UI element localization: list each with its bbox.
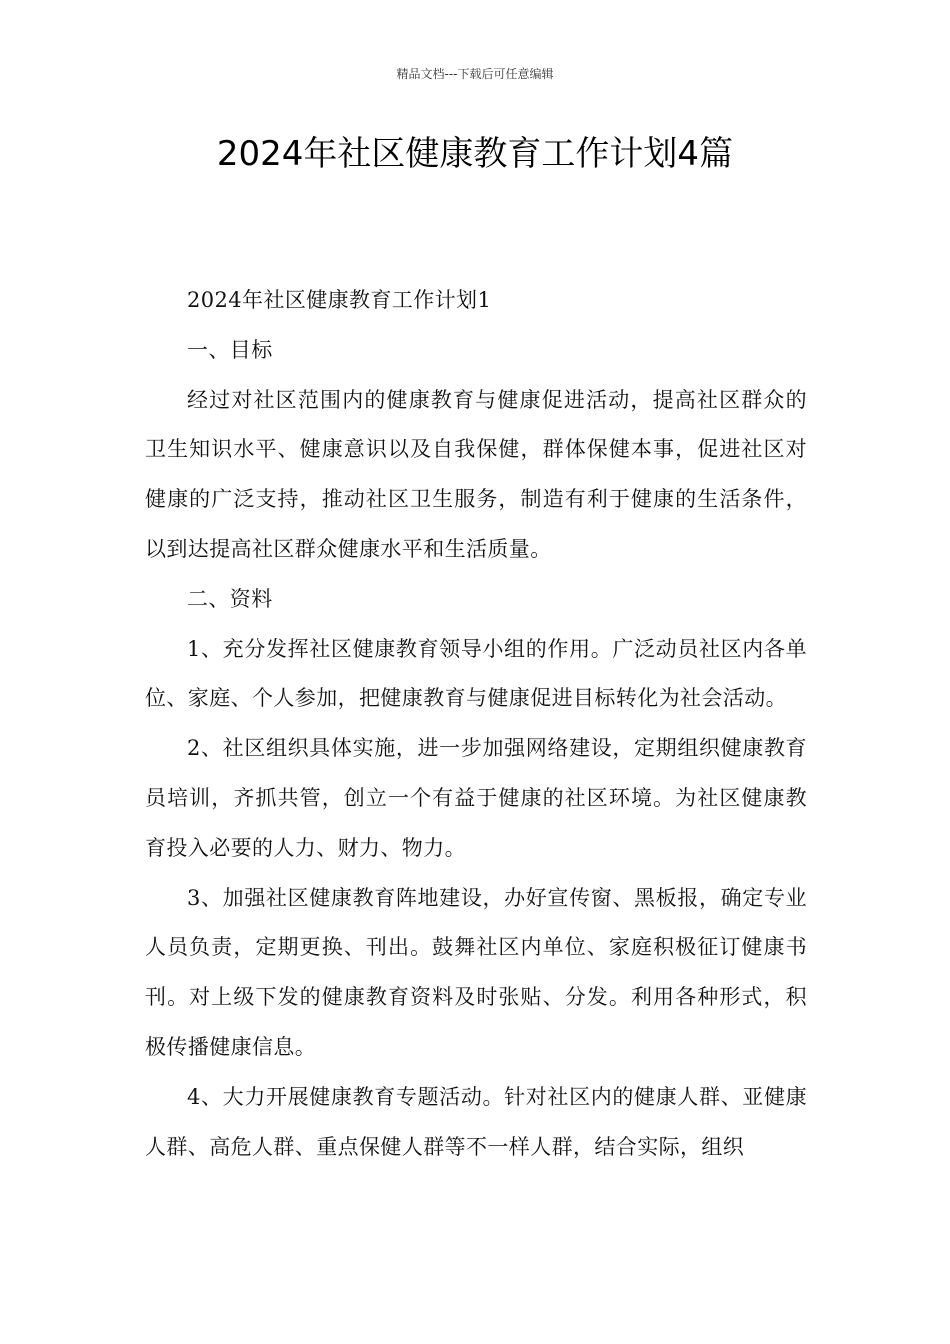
section-heading: 2024年社区健康教育工作计划1 [187, 288, 492, 312]
subheading-goal: 一、目标 [187, 337, 273, 362]
subheading-content: 二、资料 [187, 586, 273, 611]
paragraph: 经过对社区范围内的健康教育与健康促进活动，提高社区群众的卫生知识水平、健康意识以及自我保健，群体保健本事，促进社区对健康的广泛支持，推动社区卫生服务，制造有利于健康的生活条件，以到达提高社区群众健康水平和生活质量。 [145, 387, 807, 561]
header-note: 精品文档---下载后可任意编辑 [396, 67, 554, 81]
document-title: 2024年社区健康教育工作计划4篇 [216, 134, 734, 174]
paragraph: 4、大力开展健康教育专题活动。针对社区内的健康人群、亚健康人群、高危人群、重点保健人群等不一样人群，结合实际，组织 [145, 1084, 807, 1159]
paragraph: 3、加强社区健康教育阵地建设，办好宣传窗、黑板报，确定专业人员负责，定期更换、刊出。鼓舞社区内单位、家庭积极征订健康书刊。对上级下发的健康教育资料及时张贴、分发。利用各种形式，积极传播健康信息。 [145, 885, 807, 1059]
document-body [145, 276, 807, 1172]
paragraph: 1、充分发挥社区健康教育领导小组的作用。广泛动员社区内各单位、家庭、个人参加，把健康教育与健康促进目标转化为社会活动。 [145, 636, 807, 711]
paragraph: 2、社区组织具体实施，进一步加强网络建设，定期组织健康教育员培训，齐抓共管，创立一个有益于健康的社区环境。为社区健康教育投入必要的人力、财力、物力。 [145, 736, 807, 860]
